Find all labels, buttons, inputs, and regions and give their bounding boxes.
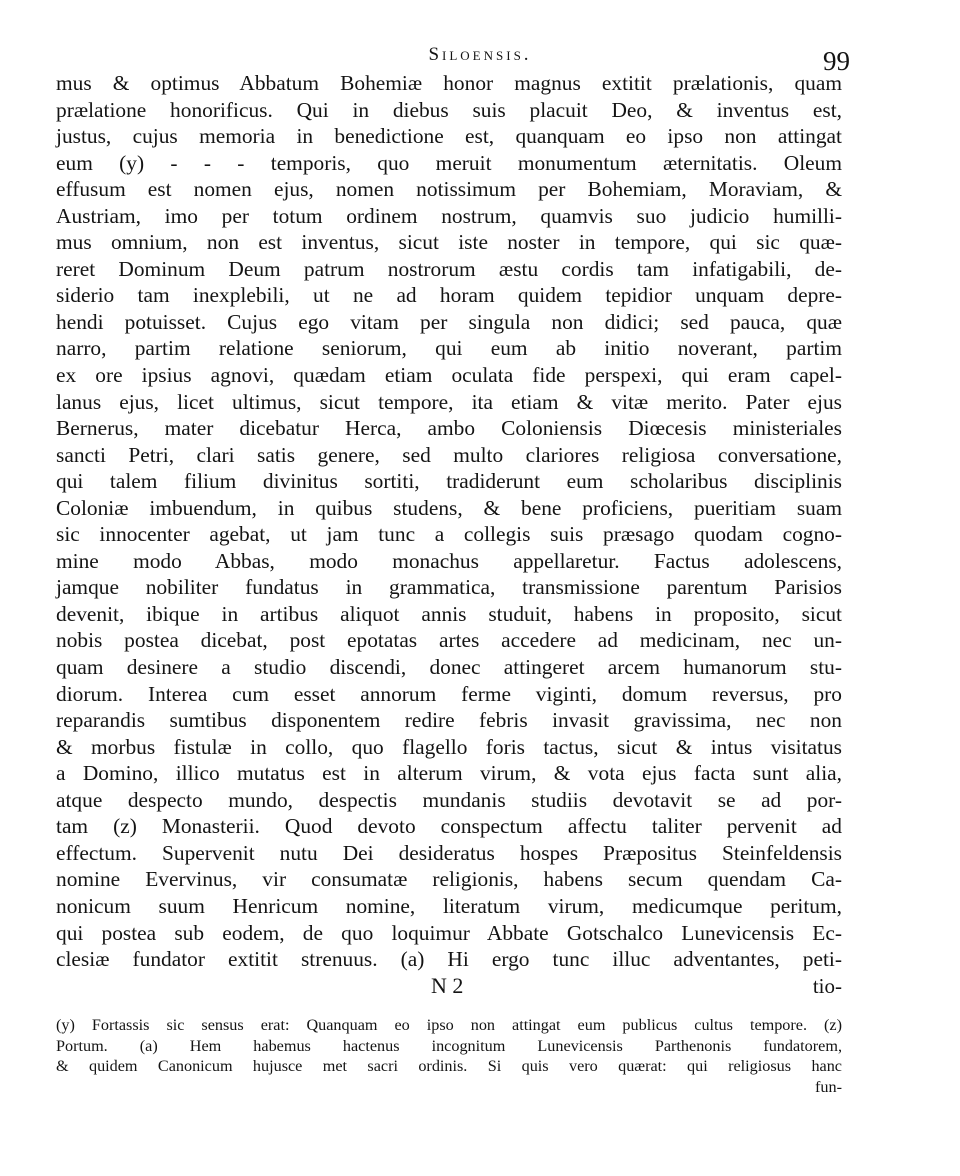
text-line: jamque nobiliter fundatus in grammatica, transmissione parentum Parisios — [56, 575, 842, 600]
footnote-catchword: fun- — [815, 1077, 842, 1096]
text-line: Coloniæ imbuendum, in quibus studens, & bene proficiens, pueritiam suam — [56, 495, 842, 520]
text-line: nonicum suum Henricum nomine, literatum virum, medicumque peritum, — [56, 893, 842, 918]
text-line: qui postea sub eodem, de quo loquimur Abbate Gotschalco Lunevicensis Ec- — [56, 920, 842, 945]
text-line: lanus ejus, licet ultimus, sicut tempore, ita etiam & vitæ merito. Pater ejus — [56, 389, 842, 414]
text-line: nomine Evervinus, vir consumatæ religionis, habens secum quendam Ca- — [56, 867, 842, 892]
footnote-line: (y) Fortassis sic sensus erat: Quanquam eo ipso non attingat eum publicus cultus tempore. (z) — [56, 1016, 842, 1034]
text-line: & morbus fistulæ in collo, quo flagello foris tactus, sicut & intus visitatus — [56, 734, 842, 759]
running-head: Siloensis. — [428, 44, 532, 65]
text-line: qui talem filium divinitus sortiti, tradiderunt eum scholaribus disciplinis — [56, 469, 842, 494]
text-line: diorum. Interea cum esset annorum ferme viginti, domum reversus, pro — [56, 681, 842, 706]
text-line: mus & optimus Abbatum Bohemiæ honor magnus extitit prælationis, quam — [56, 71, 842, 95]
text-line: mine modo Abbas, modo monachus appellaretur. Factus adolescens, — [56, 548, 842, 573]
footnotes — [56, 1015, 842, 1097]
text-line: a Domino, illico mutatus est in alterum virum, & vota ejus facta sunt alia, — [56, 761, 842, 786]
text-line: reret Dominum Deum patrum nostrorum æstu cordis tam infatigabili, de- — [56, 256, 842, 281]
text-line: justus, cujus memoria in benedictione est, quanquam eo ipso non attingat — [56, 124, 842, 149]
text-line: nobis postea dicebat, post epotatas artes accedere ad medicinam, nec un- — [56, 628, 842, 653]
text-line: tam (z) Monasterii. Quod devoto conspectum affectu taliter pervenit ad — [56, 814, 842, 839]
text-line: Austriam, imo per totum ordinem nostrum, quamvis suo judicio humilli- — [56, 203, 842, 228]
text-line: quam desinere a studio discendi, donec attingeret arcem humanorum stu- — [56, 655, 842, 680]
text-line: prælatione honorificus. Qui in diebus suis placuit Deo, & inventus est, — [56, 97, 842, 122]
text-line: devenit, ibique in artibus aliquot annis studuit, habens in proposito, sicut — [56, 601, 842, 626]
text-line: clesiæ fundator extitit strenuus. (a) Hi ergo tunc illuc adventantes, peti- — [56, 947, 842, 972]
text-line: reparandis sumtibus disponentem redire febris invasit gravissima, nec non — [56, 708, 842, 733]
text-line: effectum. Supervenit nutu Dei desideratus hospes Præpositus Steinfeldensis — [56, 840, 842, 865]
text-line: sic innocenter agebat, ut jam tunc a collegis suis præsago quodam cogno- — [56, 522, 842, 547]
signature-mark: N 2 — [431, 972, 464, 998]
page-number: 99 — [823, 46, 850, 76]
text-line: ex ore ipsius agnovi, quædam etiam oculata fide perspexi, qui eram capel- — [56, 363, 842, 388]
text-line: hendi potuisset. Cujus ego vitam per singula non didici; sed pauca, quæ — [56, 309, 842, 334]
text-line: Bernerus, mater dicebatur Herca, ambo Coloniensis Diœcesis ministeriales — [56, 416, 842, 441]
main-text — [56, 70, 842, 999]
text-line: mus omnium, non est inventus, sicut iste noster in tempore, qui sic quæ- — [56, 230, 842, 255]
footnote-line: Portum. (a) Hem habemus hactenus incognitum Lunevicensis Parthenonis fundatorem, — [56, 1036, 842, 1055]
text-line: effusum est nomen ejus, nomen notissimum per Bohemiam, Moraviam, & — [56, 177, 842, 202]
footnote-line: & quidem Canonicum hujusce met sacri ordinis. Si quis vero quærat: qui religiosus hanc — [56, 1057, 842, 1075]
catchword: tio- — [812, 973, 842, 998]
text-line: siderio tam inexplebili, ut ne ad horam quidem tepidior unquam depre- — [56, 283, 842, 308]
text-line: narro, partim relatione seniorum, qui eum ab initio noverant, partim — [56, 336, 842, 361]
text-line: eum (y) - - - temporis, quo meruit monumentum æternitatis. Oleum — [56, 150, 842, 175]
text-line: sancti Petri, clari satis genere, sed multo clariores religiosa conversatione, — [56, 442, 842, 467]
text-line: atque despecto mundo, despectis mundanis studiis devotavit se ad por- — [56, 787, 842, 812]
page-foot-marks — [56, 973, 842, 1000]
